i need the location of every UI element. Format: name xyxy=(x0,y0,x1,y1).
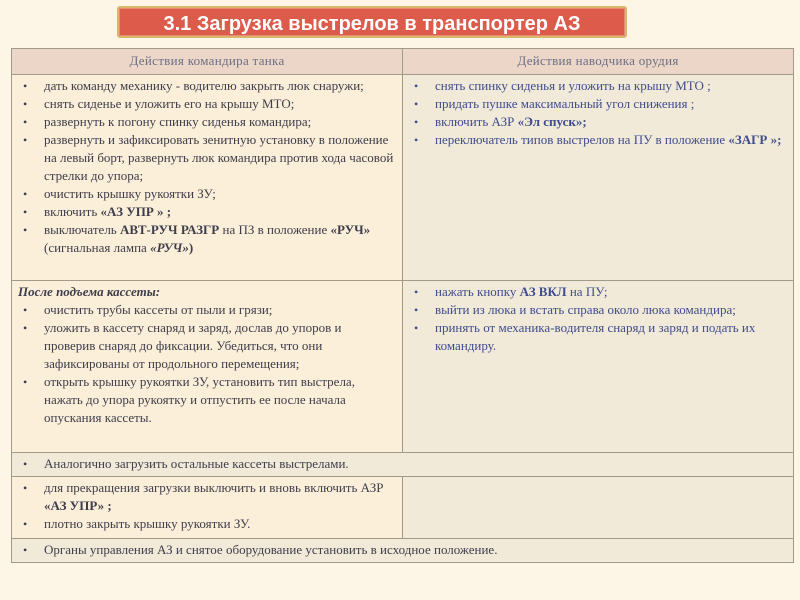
list-item: • плотно закрыть крышку рукоятки ЗУ. xyxy=(18,515,396,533)
text: ) xyxy=(188,240,194,255)
switch-name: «АЗ УПР» ; xyxy=(44,498,112,513)
list-item: • придать пушке максимальный угол снижения ; xyxy=(409,95,787,113)
shared-actions-list xyxy=(18,455,787,473)
list-item xyxy=(18,221,396,257)
lamp-name: «РУЧ» xyxy=(150,240,189,255)
list-item: • очистить трубы кассеты от пыли и грязи; xyxy=(18,301,396,319)
header-commander: Действия командира танка xyxy=(12,49,403,75)
switch-name: АВТ-РУЧ РАЗГР xyxy=(119,222,220,237)
list-item: • Органы управления АЗ и снятое оборудование установить в исходное положение. xyxy=(18,541,787,559)
list-item: • уложить в кассету снаряд и заряд, дослав до упоров и проверив снаряд до фиксации. Убедиться, что они зафиксированы от продольного перемещения; xyxy=(18,319,396,373)
list-item: • Аналогично загрузить остальные кассеты выстрелами. xyxy=(18,455,787,473)
text: для прекращения загрузки выключить и вновь включить АЗР xyxy=(44,480,384,495)
switch-name: «АЗ УПР » ; xyxy=(100,204,172,219)
position-name: «РУЧ» xyxy=(330,222,371,237)
text: нажать кнопку xyxy=(435,284,520,299)
table-row xyxy=(12,453,794,477)
text: (сигнальная лампа xyxy=(44,240,151,255)
switch-name: «Эл спуск»; xyxy=(517,114,587,129)
slide-title: 3.1 Загрузка выстрелов в транспортер АЗ xyxy=(117,6,627,38)
list-item: • развернуть и зафиксировать зенитную установку в положение на левый борт, развернуть люк командира против хода часовой стрелки до упора; xyxy=(18,131,396,185)
table-row xyxy=(12,281,794,453)
table-row xyxy=(12,539,794,563)
list-item: • открыть крышку рукоятки ЗУ, установить тип выстрела, нажать до упора рукоятку и отпустить ее после начала опускания кассеты. xyxy=(18,373,396,427)
commander-actions-list xyxy=(18,77,396,257)
text: переключатель типов выстрелов на ПУ в положение xyxy=(435,132,729,147)
header-row xyxy=(12,49,794,75)
list-item: • развернуть к погону спинку сиденья командира; xyxy=(18,113,396,131)
list-item: • очистить крышку рукоятки ЗУ; xyxy=(18,185,396,203)
list-item: • снять сиденье и уложить его на крышу МТО; xyxy=(18,95,396,113)
gunner-actions-cell xyxy=(403,281,794,453)
list-item xyxy=(18,479,396,515)
section-heading: После подъема кассеты: xyxy=(18,284,161,299)
list-item: • дать команду механику - водителю закрыть люк снаружи; xyxy=(18,77,396,95)
shared-action-cell xyxy=(12,539,794,563)
commander-actions-list xyxy=(18,301,396,427)
button-name: АЗ ВКЛ xyxy=(519,284,567,299)
list-item xyxy=(409,283,787,301)
text: включить АЗР xyxy=(435,114,518,129)
list-item: • принять от механика-водителя снаряд и заряд и подать их командиру. xyxy=(409,319,787,355)
table-row xyxy=(12,75,794,281)
list-item: • снять спинку сиденья и уложить на крышу МТО ; xyxy=(409,77,787,95)
commander-actions-list xyxy=(18,479,396,533)
header-gunner: Действия наводчика орудия xyxy=(403,49,794,75)
gunner-actions-cell-empty xyxy=(403,477,794,539)
commander-actions-cell xyxy=(12,281,403,453)
position-name: «ЗАГР »; xyxy=(728,132,782,147)
text: выключатель xyxy=(44,222,120,237)
list-item xyxy=(18,203,396,221)
commander-actions-cell xyxy=(12,477,403,539)
text: включить xyxy=(44,204,101,219)
gunner-actions-list xyxy=(409,283,787,355)
actions-table xyxy=(11,48,794,563)
gunner-actions-list xyxy=(409,77,787,149)
list-item: • выйти из люка и встать справа около люка командира; xyxy=(409,301,787,319)
list-item xyxy=(409,113,787,131)
gunner-actions-cell xyxy=(403,75,794,281)
list-item xyxy=(409,131,787,149)
text: на ПЗ в положение xyxy=(219,222,331,237)
shared-actions-list xyxy=(18,541,787,559)
commander-actions-cell xyxy=(12,75,403,281)
text: на ПУ; xyxy=(566,284,608,299)
table-row xyxy=(12,477,794,539)
shared-action-cell xyxy=(12,453,794,477)
